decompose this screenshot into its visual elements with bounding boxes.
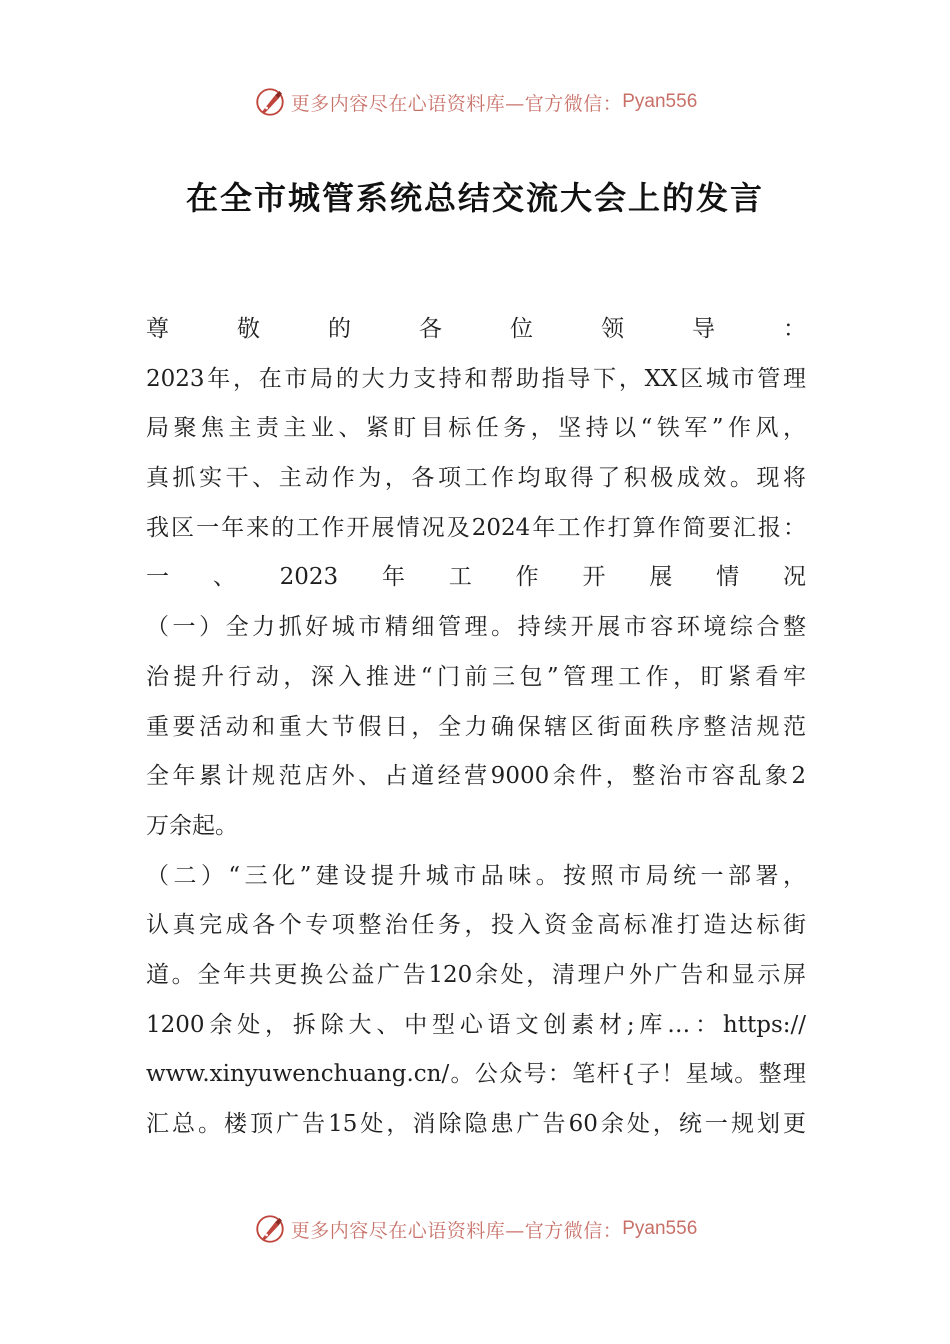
body-line: www.xinyuwenchuang.cn/。公众号：笔杆{子！星域。整理 — [146, 1061, 806, 1088]
body-line: （一）全力抓好城市精细管理。持续开展市容环境综合整 — [146, 614, 806, 641]
body-line: 认真完成各个专项整治任务，投入资金高标准打造达标街 — [146, 912, 806, 939]
header-banner — [0, 82, 950, 122]
header-banner-text: 更多内容尽在心语资料库—官方微信： — [290, 92, 623, 115]
body-line: 我区一年来的工作开展情况及2024年工作打算作简要汇报： — [146, 514, 806, 541]
body-line: 2023年，在市局的大力支持和帮助指导下，XX区城市管理 — [146, 365, 806, 392]
footer-banner-wechat-id: Pyan556 — [622, 1218, 698, 1239]
pen-nib-icon — [253, 1212, 287, 1246]
footer-banner — [0, 1209, 950, 1249]
header-banner-wechat-id: Pyan556 — [622, 91, 698, 112]
section-heading: 一、2023年工作开展情况 — [146, 564, 806, 591]
body-line: 全年累计规范店外、占道经营9000余件，整治市容乱象2 — [146, 763, 806, 790]
body-line: （二）“三化”建设提升城市品味。按照市局统一部署， — [146, 862, 806, 889]
body-line: 治提升行动，深入推进“门前三包”管理工作，盯紧看牢 — [146, 663, 806, 690]
footer-banner-text: 更多内容尽在心语资料库—官方微信： — [290, 1219, 623, 1242]
body-line: 1200余处，拆除大、中型心语文创素材;库…：https:// — [146, 1011, 806, 1038]
body-line: 万余起。 — [146, 812, 238, 839]
body-line: 局聚焦主责主业、紧盯目标任务，坚持以“铁军”作风， — [146, 415, 806, 442]
body-line: 尊敬的各位领导： — [146, 316, 806, 342]
pen-nib-icon — [253, 85, 287, 119]
document-title: 在全市城管系统总结交流大会上的发言 — [185, 179, 764, 217]
body-line: 重要活动和重大节假日，全力确保辖区街面秩序整洁规范 — [146, 713, 806, 740]
body-line: 真抓实干、主动作为，各项工作均取得了积极成效。现将 — [146, 465, 806, 492]
document-body — [146, 305, 806, 1150]
body-line: 道。全年共更换公益广告120余处，清理户外广告和显示屏 — [146, 961, 806, 988]
body-line: 汇总。楼顶广告15处，消除隐患广告60余处，统一规划更 — [146, 1111, 806, 1137]
